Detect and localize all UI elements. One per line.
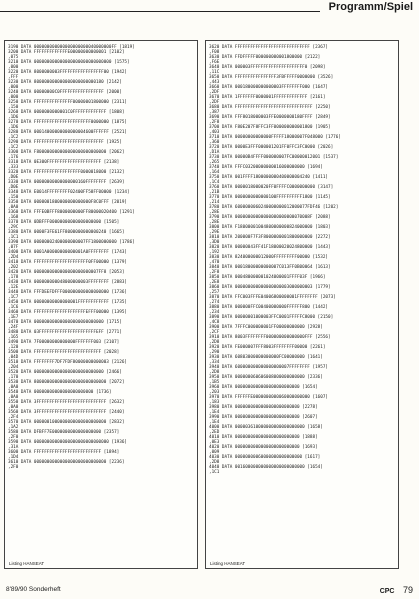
listing-line: 3740 DATA FFFC03200000000016000000000 [1694] <box>209 165 323 170</box>
listing-line: 3420 DATA 0000000000000000000000007FF8 [2053] <box>8 270 125 275</box>
listing-line: 3840 DATA 00018000000000007C013FF0B00064 [1613] <box>209 265 331 270</box>
listing-line: 3670 DATA 1FFFFFFF0000001FFFFFFFFFFFFF [2161] <box>209 95 326 100</box>
listing-line: 3250 DATA FFFFFFFFFFFFFFF00000001800000 [2311] <box>8 100 127 105</box>
listing-line: ,4C8 <box>209 320 220 325</box>
listing-line: 3710 DATA 00000000000000FFFFF18000007F048000 [1776] <box>209 135 341 140</box>
listing-line: 3800 DATA F18000001004800000000824000000 [1803] <box>209 225 331 230</box>
listing-line: 3650 DATA FFFFFFFFFFFFFFFF3FBFFFFF0000000 [3526] <box>209 75 334 80</box>
listing-line: 3750 DATA 001FFFF1800000000400000004240 [1411] <box>209 175 328 180</box>
listing-line: 3830 DATA 824000000012000FFFFFFFFF00000 [1532] <box>209 255 328 260</box>
listing-line: 3590 DATA 00000000000000000000000000000 [1936] <box>8 440 127 445</box>
listing-line: ,0A0 <box>8 405 19 410</box>
listing-line: 3390 DATA 00000002400000000007FF1800000000 [1786] <box>8 240 135 245</box>
listing-line: ,D0E <box>8 175 19 180</box>
listing-line: 3310 DATA 0E300FFFFFFFFFFFFFFFFFFFFF [2138] <box>8 160 120 165</box>
listing-line: ,1C2 <box>8 145 19 150</box>
listing-line: 3480 DATA 03FFFFFFFFFFFFFFFFFFFFFFEFF [2771] <box>8 330 122 335</box>
listing-line: ,12E <box>8 285 19 290</box>
listing-line: ,164 <box>209 170 220 175</box>
listing-line: ,0E3 <box>209 440 220 445</box>
listing-line: 3570 DATA 0000001000000000000000000000 [2832] <box>8 420 125 425</box>
listing-line: ,2D8 <box>209 340 220 345</box>
listing-line: 3500 DATA FFFFFFFFFFFFFFFFFFFFFFFFFF [2028] <box>8 350 120 355</box>
listing-line: ,1C2 <box>8 135 19 140</box>
listing-line: ,183 <box>209 400 220 405</box>
listing-line: ,D0E <box>8 185 19 190</box>
listing-line: ,31A <box>8 445 19 450</box>
listing-line: 3260 DATA 0000000000001C0FFFFFFFFFFFFF [1808] <box>8 110 125 115</box>
listing-line: ,F08 <box>209 50 220 55</box>
listing-line: 3470 DATA 000000000000000000000000000 [1715] <box>8 320 122 325</box>
listing-line: ,2D8 <box>209 460 220 465</box>
listing-line: 3880 DATA 000000FFC00400000000FFFFFF800 [1442] <box>209 305 328 310</box>
listing-line: 3190 DATA 000000000000000000000040000000FF [1819] <box>8 45 135 50</box>
brand-label: CPC <box>379 588 395 595</box>
listing-line: ,234 <box>209 310 220 315</box>
page-header <box>0 0 419 22</box>
listing-line: ,07F <box>8 245 19 250</box>
listing-line: 3930 DATA 60803000000000000FC00000000 [1641] <box>209 355 323 360</box>
listing-line: 3610 DATA 0000000000000000000000000000 [2236] <box>8 460 125 465</box>
listing-line: ,150 <box>8 195 19 200</box>
listing-line: 3770 DATA 0000000000000100FFFFFFFFFF1800 [1145] <box>209 195 331 200</box>
listing-line: ,120 <box>8 345 19 350</box>
listing-line: ,009 <box>209 450 220 455</box>
listing-lines-left <box>8 45 194 470</box>
listing-line: ,000 <box>8 95 19 100</box>
issue-label: 8'89/90 Sonderheft <box>6 586 61 593</box>
listing-line: ,1E4 <box>209 410 220 415</box>
listing-line: 3230 DATA 800000000000000000000000180 [2142] <box>8 80 122 85</box>
listing-line: ,D1A <box>209 150 220 155</box>
listing-line: ,204 <box>8 365 19 370</box>
listing-line: 3890 DATA 00000001000003FFC0001FFFFFC8000 [2150] <box>209 315 334 320</box>
listing-line: 3860 DATA 000000000000000000003000000003 [1779] <box>209 285 331 290</box>
listing-line: ,290 <box>209 350 220 355</box>
listing-line: ,FFF <box>8 75 19 80</box>
listing-line: 3730 DATA 00000B4FFFF000000007FC00000012001 [1537] <box>209 155 339 160</box>
listing-line: 3980 DATA 0000000000000000000000000 [2278] <box>209 405 318 410</box>
page-footer-right <box>380 585 413 595</box>
listing-line: ,04D <box>8 355 19 360</box>
listing-line: 4030 DATA 00000000060000000000000000 [1617] <box>209 455 321 460</box>
listing-line: ,257 <box>209 290 220 295</box>
listing-line: 3780 DATA 6000000060240000000012000077FDF46 [1202] <box>209 205 339 210</box>
listing-line: ,165 <box>8 335 19 340</box>
listing-line: ,178 <box>8 275 19 280</box>
listing-line: ,168 <box>8 215 19 220</box>
listing-line: 3210 DATA 000000000000000000000000000000 [1575] <box>8 60 130 65</box>
listing-line: ,170 <box>8 375 19 380</box>
listing-line: ,0A0 <box>8 385 19 390</box>
listing-line: 3760 DATA 0000018000020FF0FFFFC0000000000 [3147] <box>209 185 334 190</box>
listing-line: ,2ED <box>209 430 220 435</box>
listing-line: ,387 <box>209 110 220 115</box>
listing-line: ,265 <box>209 160 220 165</box>
listing-line: ,334 <box>209 360 220 365</box>
listing-line: ,28E <box>209 210 220 215</box>
listing-line: 3850 DATA 000480000001024000001FFFF03F [1966] <box>209 275 326 280</box>
listing-line: 3660 DATA 000180000000000003FFFFFFFF000 [1647] <box>209 85 328 90</box>
listing-line: 3910 DATA 8003FFFFFFFF000000000000000FFF [2556] <box>209 335 331 340</box>
listing-line: ,0A0 <box>8 395 19 400</box>
listing-caption-right: Listing HANSEAT <box>210 561 246 566</box>
listing-line: 3430 DATA 000000000048000000003FFFFFFFF [2883] <box>8 280 127 285</box>
listing-line: 3510 DATA FFFFFFFF7DF7FDF80000000000003 [2126] <box>8 360 127 365</box>
listing-line: 3350 DATA 0000001800000000000000F8C0FFF [2019] <box>8 200 127 205</box>
listing-line: ,202 <box>8 265 19 270</box>
listing-line: 3530 DATA 8000000000000000000000000000 [2072] <box>8 380 125 385</box>
listing-caption-left: Listing HANSEAT <box>9 561 45 566</box>
listing-line: ,21B <box>209 190 220 195</box>
listing-lines-right <box>209 45 395 475</box>
listing-line: 3380 DATA 0000F3FE61FF8000000000000240 [1665] <box>8 230 125 235</box>
listing-line: ,000 <box>8 85 19 90</box>
listing-line: ,2CF <box>209 330 220 335</box>
listing-line: ,0A0 <box>8 205 19 210</box>
listing-line: 3410 DATA FFFFFFFFFFFFFFFFFFFFF0FF00000 [1379] <box>8 260 127 265</box>
listing-line: 4010 DATA 0000000000000000000000000 [1888] <box>209 435 318 440</box>
listing-line: 3630 DATA FFDFFFFF000000000001800000 [2122] <box>209 55 321 60</box>
listing-line: 3920 DATA FE000007FFF8003FFFFFFFF00000 [2261] <box>209 345 326 350</box>
listing-line: ,29E <box>209 230 220 235</box>
listing-line: ,1D6 <box>8 125 19 130</box>
listing-line: ,150 <box>8 105 19 110</box>
listing-line: ,2DF <box>209 90 220 95</box>
listing-line: ,1B5 <box>209 380 220 385</box>
page-number: 79 <box>402 585 413 595</box>
listing-line: 3370 DATA 0DBFFF00000000000000000000 [1505] <box>8 220 120 225</box>
section-title: Programm/Spiel <box>328 1 413 13</box>
listing-line: ,470 <box>209 260 220 265</box>
listing-line: ,2F8 <box>209 270 220 275</box>
listing-line: ,2F0 <box>8 435 19 440</box>
listing-line: ,28E <box>209 220 220 225</box>
listing-line: ,1C1 <box>209 470 220 475</box>
listing-line: ,2F4 <box>8 415 19 420</box>
listing-line: ,29C <box>8 225 19 230</box>
listing-line: 3550 DATA 3FFFFFFFFFFFFFFFFFFFFFFFFFFF [2632] <box>8 400 125 405</box>
listing-line: 3360 DATA FFFE0BFFF8000000000FF80000020400 [1291] <box>8 210 135 215</box>
listing-line: 3680 DATA FFFFFFFFFFFFFFFFFFFFFFFFFFFFFF [2250] <box>209 105 331 110</box>
listing-line: 3330 DATA 00000000000000000160FFFFFFFF [2639] <box>8 180 125 185</box>
listing-line: 3790 DATA 00000000000000000000000070008F [2088] <box>209 215 331 220</box>
listing-line: ,2E8 <box>209 280 220 285</box>
listing-line: 3520 DATA 000000000000000000000000000 [2466] <box>8 370 122 375</box>
listing-line: ,1D6 <box>8 115 19 120</box>
listing-line: ,176 <box>8 155 19 160</box>
listing-line: 3580 DATA DFBFF7E0000000000000000000 [2357] <box>8 430 120 435</box>
listing-line: ,000 <box>8 65 19 70</box>
listing-line: ,2F0 <box>8 465 19 470</box>
listing-line: ,403 <box>209 130 220 135</box>
listing-line: 3200 DATA FFFFFFFFFFFFFE00000000000001 [2102] <box>8 50 125 55</box>
listing-line: ,2DF <box>209 100 220 105</box>
listing-line: ,203 <box>209 390 220 395</box>
listing-line: ,1C7 <box>8 295 19 300</box>
listing-column-left <box>4 40 198 569</box>
listing-line: ,3D0 <box>209 240 220 245</box>
listing-line: 3440 DATA FFFDEEFDFFF000000000000000000 [1736] <box>8 290 127 295</box>
listing-line: 3690 DATA FFF8018000003FFE0000000180FFFF [2849] <box>209 115 331 120</box>
listing-line: 3450 DATA 00000000000000001FFFFFFFFFFFF [1735] <box>8 300 127 305</box>
listing-column-right <box>205 40 399 569</box>
listing-line: ,274 <box>209 300 220 305</box>
listing-line: ,1A2 <box>8 425 19 430</box>
listing-line: 3540 DATA 00000000000000000000000 [1736] <box>8 390 112 395</box>
listing-line: 3940 DATA 600000000000000000007FFFFFFFF [1957] <box>209 365 328 370</box>
listing-line: 3290 DATA FFFFFFFFFFFFFFFFFFFFFFFFFFF [1925] <box>8 140 122 145</box>
listing-line: 3900 DATA 7FFFC000000001FF00000000000 [2928] <box>209 325 323 330</box>
listing-line: ,24F <box>8 325 19 330</box>
listing-line: ,1E7 <box>8 315 19 320</box>
listing-line: 3270 DATA FFFFFFFFFFFFFFFFFFFFFF0000000 [1875] <box>8 120 127 125</box>
listing-line: ,1C4 <box>209 180 220 185</box>
listing-line: 3320 DATA FFFFFFFFFFFFFFFFFF0000018000 [2132] <box>8 170 125 175</box>
listing-line: ,1C1 <box>8 235 19 240</box>
listing-line: 3600 DATA FFFFFFFFFFFFFFFFFFFFFFFFFF [1894] <box>8 450 120 455</box>
listing-line: 3990 DATA 0000000000000000000000000 [2607] <box>209 415 318 420</box>
listing-line: ,1D4 <box>8 455 19 460</box>
listing-line: 3560 DATA 3FFFFFFFFFFFFFFFFFFFFFFFFFFF [2440] <box>8 410 125 415</box>
listing-line: 3970 DATA FFFFFFE0000000000060000000000 [1607] <box>209 395 328 400</box>
listing-line: ,360 <box>209 140 220 145</box>
listing-line: 3460 DATA FFFFFFFFFFFFFFFFFFFFEFFF00000 [1395] <box>8 310 127 315</box>
header-rule <box>0 11 320 12</box>
listing-line: 3300 DATA F800000000000000000000000000 [2062] <box>8 150 125 155</box>
listing-line: ,333 <box>8 165 19 170</box>
listing-line: 3280 DATA 00014000000000000004600FFFFFF [2521] <box>8 130 127 135</box>
listing-line: ,192 <box>209 250 220 255</box>
listing-line: 3490 DATA 7F00000000000000FFFFFFF003 [2107] <box>8 340 120 345</box>
listing-line: ,443 <box>209 80 220 85</box>
listing-line: 3820 DATA 00000043FF41F18000020024800000 [1443] <box>209 245 331 250</box>
listing-line: 3400 DATA 0001A00000000000001A0FFFFFFFF [1743] <box>8 250 127 255</box>
listing-line: 4000 DATA 000003610000000000000000000 [1658] <box>209 425 323 430</box>
listing-line: ,1E4 <box>209 420 220 425</box>
listing-line: 3720 DATA 0000E3FFF000001201FF0FFC3FC0000 [2026] <box>209 145 334 150</box>
listing-line: 3700 DATA F80E207F8FFC3FF000000000001800 [1905] <box>209 125 331 130</box>
listing-line: ,214 <box>209 200 220 205</box>
listing-line: 4020 DATA 0000000000000000000000000 [1693] <box>209 445 318 450</box>
listing-line: ,F6E <box>209 60 220 65</box>
listing-line: 3640 DATA 000003FFFFFFFFFFFFFFFFFFFFF0 [2098] <box>209 65 326 70</box>
listing-line: 3620 DATA FFFFFFFFFFFFFFFFFFFFFFFFFFFFF [2367] <box>209 45 328 50</box>
listing-line: ,2D8 <box>209 370 220 375</box>
listing-line: ,1C6 <box>8 305 19 310</box>
listing-line: 3950 DATA 000000060606008000000000000 [2336] <box>209 375 323 380</box>
listing-line: ,11C <box>209 70 220 75</box>
listing-line: 3220 DATA 8000000003FFFFFFFFFFFFFFFFF00 [1942] <box>8 70 127 75</box>
listing-line: ,2D4 <box>8 255 19 260</box>
listing-line: ,075 <box>8 55 19 60</box>
listing-line: ,2F8 <box>209 120 220 125</box>
listing-line: 3810 DATA 200000F7F3F8000000001800000000 [2272] <box>209 235 331 240</box>
listing-line: 3240 DATA 00000000C0FFFFFFFFFFFFFFFFF [2000] <box>8 90 122 95</box>
listing-line: 3870 DATA FFC003FFFE04006800000001FFFFFFFF [2073] <box>209 295 336 300</box>
listing-line: 3340 DATA E0014FFFFFFFFF02400FF58FF00000 [1234] <box>8 190 130 195</box>
listing-line: 4040 DATA 001600000000000000000000000 [1654] <box>209 465 323 470</box>
listing-line: 3960 DATA 0000000000000000000000000 [1654] <box>209 385 318 390</box>
